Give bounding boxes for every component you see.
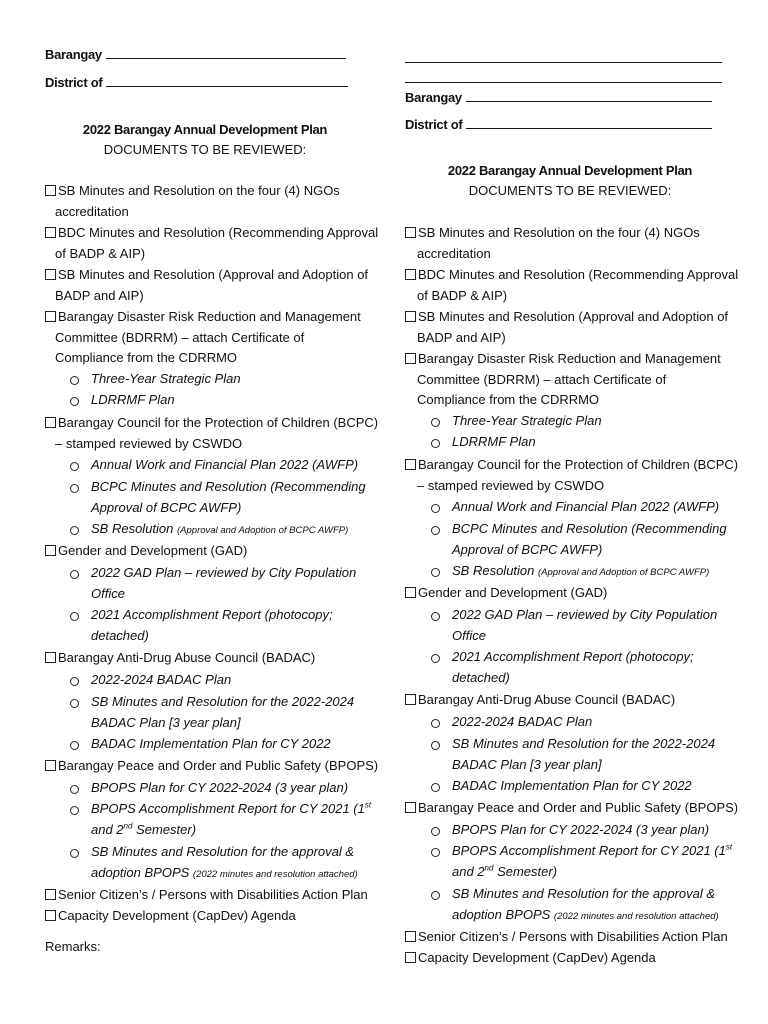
bullet-icon xyxy=(70,462,79,471)
item-continuation: Committee (BDRRM) – attach Certificate of xyxy=(55,330,305,345)
sub-item: SB Minutes and Resolution for the approval & xyxy=(452,886,716,901)
checklist-item[interactable]: Gender and Development (GAD) xyxy=(45,542,365,560)
checklist-item[interactable]: Barangay Council for the Protection of Children (BCPC) xyxy=(45,414,365,432)
sub-item: Annual Work and Financial Plan 2022 (AWFP) xyxy=(91,457,359,472)
checklist-item[interactable]: Capacity Development (CapDev) Agenda xyxy=(45,907,365,925)
sub-item: Three-Year Strategic Plan xyxy=(452,413,602,428)
checklist-item[interactable]: Barangay Anti-Drug Abuse Council (BADAC) xyxy=(405,691,735,709)
bullet-icon xyxy=(70,570,79,579)
item-continuation: of BADP & AIP) xyxy=(417,288,508,303)
bullet-icon xyxy=(70,526,79,535)
checkbox[interactable] xyxy=(405,227,416,238)
item-continuation: Compliance from the CDRRMO xyxy=(55,350,238,365)
item-continuation: BADP and AIP) xyxy=(417,330,506,345)
checkbox[interactable] xyxy=(45,417,56,428)
bullet-icon xyxy=(431,504,440,513)
bullet-icon xyxy=(70,677,79,686)
checklist-item[interactable]: Barangay Peace and Order and Public Safety (BPOPS) xyxy=(45,757,365,775)
sub-item-continuation: Office xyxy=(452,628,486,643)
sub-item: BADAC Implementation Plan for CY 2022 xyxy=(452,778,692,793)
checklist-item[interactable]: Gender and Development (GAD) xyxy=(405,584,735,602)
checklist-item[interactable]: BDC Minutes and Resolution (Recommending Approval xyxy=(45,224,365,242)
barangay-blank[interactable] xyxy=(466,89,712,102)
sub-item-continuation: detached) xyxy=(452,670,510,685)
checklist-item[interactable]: Barangay Peace and Order and Public Safety (BPOPS) xyxy=(405,799,735,817)
bullet-icon xyxy=(70,806,79,815)
sub-item-continuation: adoption BPOPS (2022 minutes and resolution attached) xyxy=(452,907,719,922)
bullet-icon xyxy=(70,785,79,794)
sub-item-continuation: and 2nd Semester) xyxy=(452,863,558,879)
bullet-icon xyxy=(431,827,440,836)
item-continuation: accreditation xyxy=(55,204,129,219)
docs-heading: DOCUMENTS TO BE REVIEWED: xyxy=(468,183,672,198)
district-label: District of xyxy=(45,75,103,90)
bullet-icon xyxy=(431,719,440,728)
bullet-icon xyxy=(431,439,440,448)
checkbox[interactable] xyxy=(405,459,416,470)
sub-item-continuation: adoption BPOPS (2022 minutes and resolution attached) xyxy=(91,865,358,880)
remarks-label: Remarks: xyxy=(45,939,101,954)
sub-item: 2022-2024 BADAC Plan xyxy=(91,672,232,687)
item-continuation: Committee (BDRRM) – attach Certificate of xyxy=(417,372,667,387)
checkbox[interactable] xyxy=(405,353,416,364)
bullet-icon xyxy=(70,376,79,385)
sub-item: BPOPS Plan for CY 2022-2024 (3 year plan) xyxy=(452,822,710,837)
checkbox[interactable] xyxy=(405,311,416,322)
plan-title: 2022 Barangay Annual Development Plan xyxy=(82,122,328,137)
sub-item: LDRRMF Plan xyxy=(452,434,536,449)
sub-item-continuation: Approval of BCPC AWFP) xyxy=(91,500,242,515)
bullet-icon xyxy=(431,568,440,577)
sub-item: SB Minutes and Resolution for the approval & xyxy=(91,844,355,859)
district-field[interactable] xyxy=(405,116,735,134)
sub-item: BCPC Minutes and Resolution (Recommending xyxy=(91,479,366,494)
bullet-icon xyxy=(431,612,440,621)
checklist-item[interactable]: Capacity Development (CapDev) Agenda xyxy=(405,949,735,967)
bullet-icon xyxy=(431,654,440,663)
checkbox[interactable] xyxy=(45,760,56,771)
sub-item: BCPC Minutes and Resolution (Recommending xyxy=(452,521,727,536)
checklist-item[interactable]: Barangay Disaster Risk Reduction and Management xyxy=(45,308,365,326)
checkbox[interactable] xyxy=(405,694,416,705)
sub-item: SB Minutes and Resolution for the 2022-2024 xyxy=(452,736,716,751)
sub-item: LDRRMF Plan xyxy=(91,392,175,407)
sub-item: SB Resolution (Approval and Adoption of BCPC AWFP) xyxy=(452,563,710,578)
bullet-icon xyxy=(70,484,79,493)
bullet-icon xyxy=(70,699,79,708)
sub-item: Three-Year Strategic Plan xyxy=(91,371,241,386)
checkbox[interactable] xyxy=(45,311,56,322)
district-blank[interactable] xyxy=(466,116,712,129)
checklist-item[interactable]: SB Minutes and Resolution on the four (4) NGOs xyxy=(405,224,735,242)
checklist-item[interactable]: Barangay Disaster Risk Reduction and Management xyxy=(405,350,735,368)
sub-item: 2021 Accomplishment Report (photocopy; xyxy=(91,607,333,622)
barangay-blank[interactable] xyxy=(106,46,346,59)
sub-item-continuation: Approval of BCPC AWFP) xyxy=(452,542,603,557)
bullet-icon xyxy=(70,849,79,858)
sub-item: BPOPS Accomplishment Report for CY 2021 (1st xyxy=(452,842,733,858)
sub-item-continuation: and 2nd Semester) xyxy=(91,821,197,837)
checklist-item[interactable]: Barangay Council for the Protection of Children (BCPC) xyxy=(405,456,735,474)
checkbox[interactable] xyxy=(45,227,56,238)
bullet-icon xyxy=(70,612,79,621)
district-blank[interactable] xyxy=(106,74,348,87)
left-form xyxy=(45,0,379,1024)
sub-item-continuation: BADAC Plan [3 year plan] xyxy=(91,715,241,730)
checkbox[interactable] xyxy=(45,545,56,556)
barangay-label: Barangay xyxy=(405,90,462,105)
bullet-icon xyxy=(431,741,440,750)
sub-item: BPOPS Accomplishment Report for CY 2021 (1st xyxy=(91,800,372,816)
sub-item-continuation: detached) xyxy=(91,628,149,643)
bullet-icon xyxy=(431,526,440,535)
bullet-icon xyxy=(431,418,440,427)
district-field[interactable] xyxy=(45,74,365,92)
sub-item: SB Resolution (Approval and Adoption of BCPC AWFP) xyxy=(91,521,349,536)
bullet-icon xyxy=(70,741,79,750)
item-continuation: – stamped reviewed by CSWDO xyxy=(417,478,605,493)
sub-item-continuation: Office xyxy=(91,586,125,601)
sub-item-continuation: BADAC Plan [3 year plan] xyxy=(452,757,602,772)
sub-item: 2022-2024 BADAC Plan xyxy=(452,714,593,729)
checklist-item[interactable]: Barangay Anti-Drug Abuse Council (BADAC) xyxy=(45,649,365,667)
checkbox[interactable] xyxy=(45,910,56,921)
checklist-item[interactable]: BDC Minutes and Resolution (Recommending Approval xyxy=(405,266,735,284)
item-continuation: accreditation xyxy=(417,246,491,261)
checkbox[interactable] xyxy=(405,587,416,598)
sub-item: 2022 GAD Plan – reviewed by City Population xyxy=(91,565,357,580)
item-continuation: Compliance from the CDRRMO xyxy=(417,392,600,407)
checkbox[interactable] xyxy=(405,931,416,942)
checklist-item[interactable]: SB Minutes and Resolution on the four (4) NGOs xyxy=(45,182,365,200)
checklist-item[interactable]: Senior Citizen’s / Persons with Disabilities Action Plan xyxy=(405,928,735,946)
item-continuation: BADP and AIP) xyxy=(55,288,144,303)
checkbox[interactable] xyxy=(45,889,56,900)
bullet-icon xyxy=(431,848,440,857)
checkbox[interactable] xyxy=(45,269,56,280)
checkbox[interactable] xyxy=(405,802,416,813)
sub-item: Annual Work and Financial Plan 2022 (AWFP) xyxy=(452,499,720,514)
checkbox[interactable] xyxy=(45,185,56,196)
header-blank-line[interactable] xyxy=(405,82,722,83)
docs-heading: DOCUMENTS TO BE REVIEWED: xyxy=(103,142,307,157)
checkbox[interactable] xyxy=(405,952,416,963)
bullet-icon xyxy=(431,891,440,900)
sub-item: SB Minutes and Resolution for the 2022-2024 xyxy=(91,694,355,709)
right-form xyxy=(405,0,739,1024)
barangay-label: Barangay xyxy=(45,47,102,62)
sub-item: 2021 Accomplishment Report (photocopy; xyxy=(452,649,694,664)
bullet-icon xyxy=(431,783,440,792)
header-blank-line[interactable] xyxy=(405,62,722,63)
item-continuation: of BADP & AIP) xyxy=(55,246,146,261)
checkbox[interactable] xyxy=(405,269,416,280)
checklist-item[interactable]: SB Minutes and Resolution (Approval and Adoption of xyxy=(405,308,735,326)
barangay-field[interactable] xyxy=(405,89,735,107)
barangay-field[interactable] xyxy=(45,46,365,64)
item-continuation: – stamped reviewed by CSWDO xyxy=(55,436,243,451)
bullet-icon xyxy=(70,397,79,406)
checklist-item[interactable]: SB Minutes and Resolution (Approval and Adoption of xyxy=(45,266,365,284)
plan-title: 2022 Barangay Annual Development Plan xyxy=(447,163,693,178)
checklist-item[interactable]: Senior Citizen’s / Persons with Disabilities Action Plan xyxy=(45,886,365,904)
sub-item: BPOPS Plan for CY 2022-2024 (3 year plan) xyxy=(91,780,349,795)
checkbox[interactable] xyxy=(45,652,56,663)
district-label: District of xyxy=(405,117,463,132)
sub-item: 2022 GAD Plan – reviewed by City Population xyxy=(452,607,718,622)
sub-item: BADAC Implementation Plan for CY 2022 xyxy=(91,736,331,751)
